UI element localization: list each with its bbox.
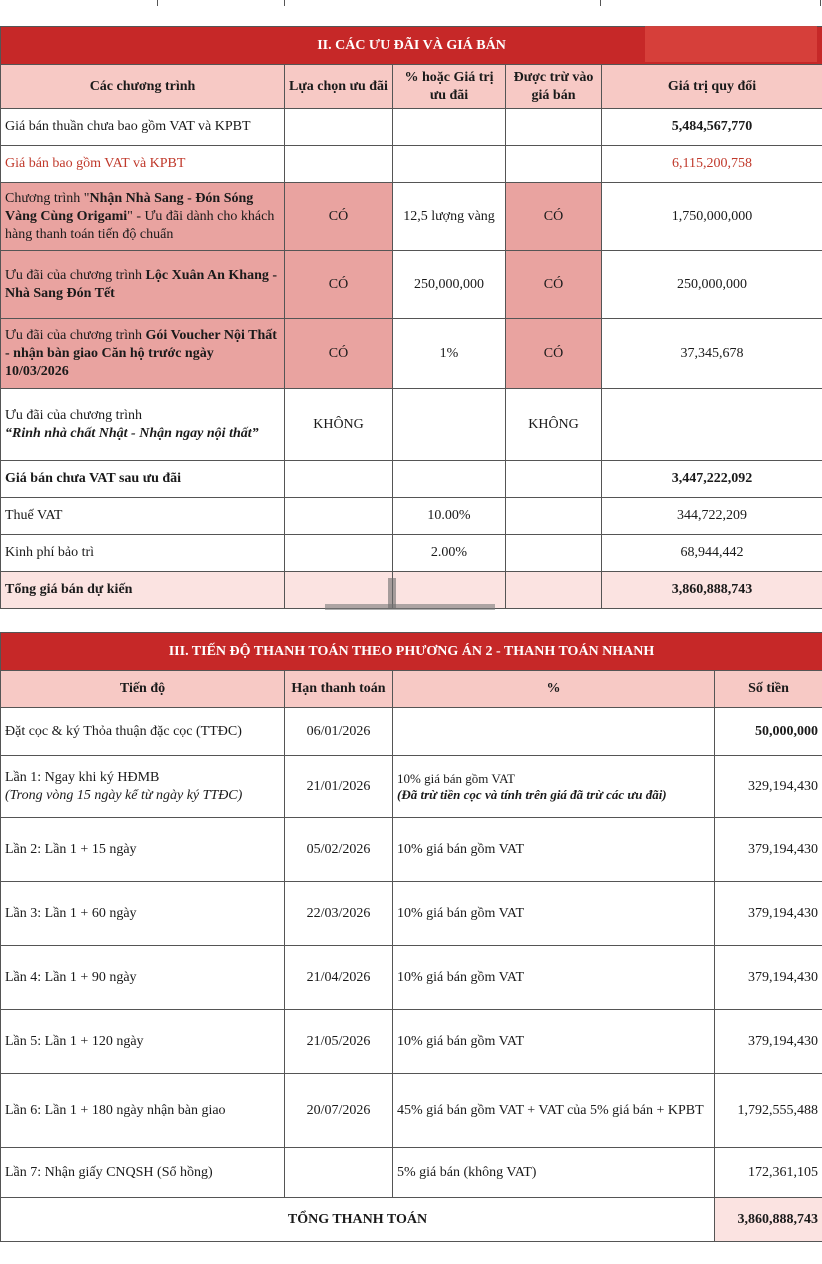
smudge-mark <box>325 604 495 610</box>
redaction-blur <box>645 26 817 62</box>
total-payment-label: TỔNG THANH TOÁN <box>1 1198 715 1242</box>
table-row-total <box>1 1198 822 1242</box>
table-row: Ưu đãi của chương trình Gói Voucher Nội Thất - nhận bàn giao Căn hộ trước ngày 10/03/2026 CÓ 1% CÓ 37,345,678 <box>1 319 822 389</box>
header-programs: Các chương trình <box>1 65 285 109</box>
deposit-amount: 50,000,000 <box>715 708 822 756</box>
table-row: Giá bán bao gồm VAT và KPBT 6,115,200,758 <box>1 146 822 183</box>
net-price-value: 5,484,567,770 <box>602 109 822 146</box>
table-row: Lần 3: Lần 1 + 60 ngày 22/03/2026 10% giá bán gồm VAT 379,194,430 <box>1 882 822 946</box>
table-row: Lần 1: Ngay khi ký HĐMB (Trong vòng 15 ngày kể từ ngày ký TTĐC) 21/01/2026 10% giá bán gồm VAT (Đã trừ tiền cọc và tính trên giá đã trừ các ưu đãi) 329,194,430 <box>1 756 822 818</box>
offers-price-table <box>0 26 822 609</box>
header-converted-value: Giá trị quy đổi <box>602 65 822 109</box>
header-stage: Tiến độ <box>1 671 285 708</box>
table-row-total: Tổng giá bán dự kiến 3,860,888,743 <box>1 572 822 609</box>
payment-schedule-table <box>0 632 822 1242</box>
total-payment-value: 3,860,888,743 <box>715 1198 822 1242</box>
table-row: Ưu đãi của chương trình Lộc Xuân An Khang - Nhà Sang Đón Tết CÓ 250,000,000 CÓ 250,000,000 <box>1 251 822 319</box>
header-percent: % <box>393 671 715 708</box>
table-row: Lần 6: Lần 1 + 180 ngày nhận bàn giao 20/07/2026 45% giá bán gồm VAT + VAT của 5% giá bán + KPBT 1,792,555,488 <box>1 1074 822 1148</box>
table-row: Lần 4: Lần 1 + 90 ngày 21/04/2026 10% giá bán gồm VAT 379,194,430 <box>1 946 822 1010</box>
table-row: Ưu đãi của chương trình “Rinh nhà chất Nhật - Nhận ngay nội thất” KHÔNG KHÔNG <box>1 389 822 461</box>
table-row: Giá bán chưa VAT sau ưu đãi 3,447,222,092 <box>1 461 822 498</box>
header-percent-value: % hoặc Giá trị ưu đãi <box>393 65 506 109</box>
table-row: Kinh phí bảo trì 2.00% 68,944,442 <box>1 535 822 572</box>
previous-table-edge <box>0 0 822 6</box>
header-due-date: Hạn thanh toán <box>285 671 393 708</box>
table-row: Lần 5: Lần 1 + 120 ngày 21/05/2026 10% giá bán gồm VAT 379,194,430 <box>1 1010 822 1074</box>
table-row: Thuế VAT 10.00% 344,722,209 <box>1 498 822 535</box>
table-row: Lần 7: Nhận giấy CNQSH (Sổ hồng) 5% giá bán (không VAT) 172,361,105 <box>1 1148 822 1198</box>
header-amount: Số tiền <box>715 671 822 708</box>
table-row: Chương trình "Nhận Nhà Sang - Đón Sóng Vàng Cùng Origami" - Ưu đãi dành cho khách hàng thanh toán tiến độ chuẩn CÓ 12,5 lượng vàng CÓ 1,750,000,000 <box>1 183 822 251</box>
header-choice: Lựa chọn ưu đãi <box>285 65 393 109</box>
table-row: Lần 2: Lần 1 + 15 ngày 05/02/2026 10% giá bán gồm VAT 379,194,430 <box>1 818 822 882</box>
smudge-mark-vertical <box>388 578 396 608</box>
gross-price-value: 6,115,200,758 <box>602 146 822 183</box>
header-deduct: Được trừ vào giá bán <box>506 65 602 109</box>
table-row: Giá bán thuần chưa bao gồm VAT và KPBT 5,484,567,770 <box>1 109 822 146</box>
section-3-title: III. TIẾN ĐỘ THANH TOÁN THEO PHƯƠNG ÁN 2 - THANH TOÁN NHANH <box>1 633 822 671</box>
table-row: Đặt cọc & ký Thỏa thuận đặc cọc (TTĐC) 06/01/2026 50,000,000 <box>1 708 822 756</box>
total-price-value: 3,860,888,743 <box>602 572 822 609</box>
section-2-title: II. CÁC ƯU ĐÃI VÀ GIÁ BÁN <box>1 27 822 65</box>
